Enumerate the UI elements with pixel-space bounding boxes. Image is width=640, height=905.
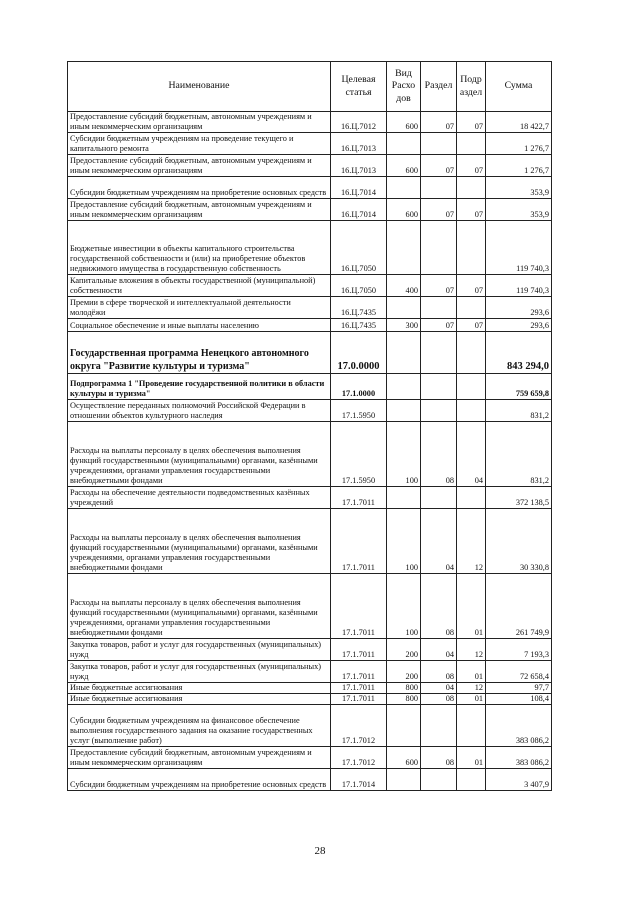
cell-expense-type: 800 bbox=[387, 683, 421, 694]
cell-expense-type bbox=[387, 297, 421, 319]
cell-name: Предоставление субсидий бюджетным, автономным учреждениям и иным некоммерческим организациям bbox=[68, 199, 331, 221]
cell-subsection bbox=[457, 374, 486, 400]
cell-name: Государственная программа Ненецкого автономного округа "Развитие культуры и туризма" bbox=[68, 332, 331, 374]
cell-section: 07 bbox=[421, 275, 457, 297]
cell-name: Расходы на обеспечение деятельности подведомственных казённых учреждений bbox=[68, 487, 331, 509]
table-row bbox=[68, 694, 552, 705]
cell-target-article: 16.Ц.7012 bbox=[331, 112, 387, 133]
cell-sum: 843 294,0 bbox=[486, 332, 552, 374]
table-row bbox=[68, 747, 552, 769]
cell-section: 08 bbox=[421, 661, 457, 683]
cell-target-article: 16.Ц.7014 bbox=[331, 199, 387, 221]
cell-subsection bbox=[457, 769, 486, 791]
cell-target-article: 16.Ц.7050 bbox=[331, 275, 387, 297]
cell-expense-type: 300 bbox=[387, 319, 421, 332]
header-section: Раздел bbox=[421, 62, 457, 112]
cell-expense-type bbox=[387, 487, 421, 509]
table-row bbox=[68, 155, 552, 177]
cell-target-article: 17.1.5950 bbox=[331, 400, 387, 422]
cell-subsection bbox=[457, 487, 486, 509]
cell-sum: 759 659,8 bbox=[486, 374, 552, 400]
cell-subsection: 12 bbox=[457, 509, 486, 574]
cell-sum: 353,9 bbox=[486, 199, 552, 221]
cell-target-article: 17.0.0000 bbox=[331, 332, 387, 374]
cell-sum: 18 422,7 bbox=[486, 112, 552, 133]
cell-section: 08 bbox=[421, 574, 457, 639]
cell-subsection: 07 bbox=[457, 112, 486, 133]
header-target-article: Целевая статья bbox=[331, 62, 387, 112]
cell-name: Субсидии бюджетным учреждениям на приобретение основных средств bbox=[68, 177, 331, 199]
cell-subsection: 01 bbox=[457, 661, 486, 683]
table-row bbox=[68, 509, 552, 574]
cell-subsection bbox=[457, 177, 486, 199]
cell-subsection bbox=[457, 297, 486, 319]
table-row bbox=[68, 275, 552, 297]
cell-target-article: 17.1.0000 bbox=[331, 374, 387, 400]
cell-target-article: 16.Ц.7050 bbox=[331, 221, 387, 275]
cell-expense-type: 600 bbox=[387, 747, 421, 769]
cell-name: Иные бюджетные ассигнования bbox=[68, 694, 331, 705]
cell-expense-type bbox=[387, 221, 421, 275]
cell-expense-type: 200 bbox=[387, 661, 421, 683]
cell-sum: 3 407,9 bbox=[486, 769, 552, 791]
table-row bbox=[68, 661, 552, 683]
cell-subsection: 01 bbox=[457, 574, 486, 639]
cell-sum: 293,6 bbox=[486, 297, 552, 319]
cell-expense-type: 100 bbox=[387, 574, 421, 639]
cell-section: 07 bbox=[421, 199, 457, 221]
table-row bbox=[68, 319, 552, 332]
cell-target-article: 17.1.7014 bbox=[331, 769, 387, 791]
cell-expense-type: 100 bbox=[387, 509, 421, 574]
cell-sum: 1 276,7 bbox=[486, 155, 552, 177]
cell-sum: 72 658,4 bbox=[486, 661, 552, 683]
cell-sum: 372 138,5 bbox=[486, 487, 552, 509]
cell-target-article: 17.1.7011 bbox=[331, 574, 387, 639]
cell-sum: 97,7 bbox=[486, 683, 552, 694]
header-name: Наименование bbox=[68, 62, 331, 112]
cell-expense-type bbox=[387, 332, 421, 374]
cell-target-article: 16.Ц.7014 bbox=[331, 177, 387, 199]
cell-target-article: 17.1.7012 bbox=[331, 747, 387, 769]
cell-section bbox=[421, 769, 457, 791]
cell-expense-type: 400 bbox=[387, 275, 421, 297]
table-row bbox=[68, 297, 552, 319]
table-row bbox=[68, 374, 552, 400]
cell-expense-type: 600 bbox=[387, 155, 421, 177]
cell-section: 08 bbox=[421, 422, 457, 487]
cell-subsection bbox=[457, 332, 486, 374]
cell-subsection: 12 bbox=[457, 639, 486, 661]
cell-subsection: 04 bbox=[457, 422, 486, 487]
cell-subsection: 01 bbox=[457, 747, 486, 769]
cell-section bbox=[421, 221, 457, 275]
cell-expense-type: 200 bbox=[387, 639, 421, 661]
cell-subsection bbox=[457, 221, 486, 275]
table-row bbox=[68, 112, 552, 133]
table-row bbox=[68, 199, 552, 221]
cell-target-article: 17.1.7011 bbox=[331, 661, 387, 683]
cell-name: Капитальные вложения в объекты государственной (муниципальной) собственности bbox=[68, 275, 331, 297]
cell-section: 04 bbox=[421, 683, 457, 694]
cell-section bbox=[421, 374, 457, 400]
cell-expense-type: 800 bbox=[387, 694, 421, 705]
cell-expense-type bbox=[387, 177, 421, 199]
cell-section bbox=[421, 297, 457, 319]
cell-expense-type: 600 bbox=[387, 199, 421, 221]
cell-sum: 383 086,2 bbox=[486, 747, 552, 769]
cell-subsection bbox=[457, 400, 486, 422]
cell-section bbox=[421, 177, 457, 199]
cell-sum: 293,6 bbox=[486, 319, 552, 332]
cell-target-article: 16.Ц.7013 bbox=[331, 133, 387, 155]
cell-sum: 383 086,2 bbox=[486, 705, 552, 747]
table-row bbox=[68, 683, 552, 694]
cell-expense-type bbox=[387, 769, 421, 791]
cell-sum: 831,2 bbox=[486, 422, 552, 487]
cell-sum: 261 749,9 bbox=[486, 574, 552, 639]
cell-name: Субсидии бюджетным учреждениям на проведение текущего и капитального ремонта bbox=[68, 133, 331, 155]
table-row bbox=[68, 769, 552, 791]
header-sum: Сумма bbox=[486, 62, 552, 112]
cell-subsection: 01 bbox=[457, 694, 486, 705]
table-row bbox=[68, 705, 552, 747]
cell-name: Расходы на выплаты персоналу в целях обеспечения выполнения функций государственными (муниципальными) органами, казёнными учреждениями, органами управления государственными внебюджетными фондами bbox=[68, 574, 331, 639]
cell-section: 08 bbox=[421, 747, 457, 769]
cell-subsection: 07 bbox=[457, 275, 486, 297]
table-row bbox=[68, 400, 552, 422]
cell-name: Осуществление переданных полномочий Российской Федерации в отношении объектов культурного наследия bbox=[68, 400, 331, 422]
cell-name: Расходы на выплаты персоналу в целях обеспечения выполнения функций государственными (муниципальными) органами, казёнными учреждениями, органами управления государственными внебюджетными фондами bbox=[68, 422, 331, 487]
cell-sum: 30 330,8 bbox=[486, 509, 552, 574]
table-row bbox=[68, 133, 552, 155]
cell-expense-type: 600 bbox=[387, 112, 421, 133]
cell-name: Расходы на выплаты персоналу в целях обеспечения выполнения функций государственными (муниципальными) органами, казёнными учреждениями, органами управления государственными внебюджетными фондами bbox=[68, 509, 331, 574]
table-row bbox=[68, 422, 552, 487]
cell-section: 07 bbox=[421, 112, 457, 133]
table-header-row bbox=[68, 62, 552, 112]
cell-target-article: 17.1.7012 bbox=[331, 705, 387, 747]
cell-section: 07 bbox=[421, 319, 457, 332]
table-row bbox=[68, 177, 552, 199]
cell-target-article: 17.1.7011 bbox=[331, 487, 387, 509]
cell-name: Подпрограмма 1 "Проведение государственной политики в области культуры и туризма" bbox=[68, 374, 331, 400]
cell-sum: 108,4 bbox=[486, 694, 552, 705]
table-row bbox=[68, 487, 552, 509]
cell-target-article: 17.1.7011 bbox=[331, 509, 387, 574]
cell-name: Предоставление субсидий бюджетным, автономным учреждениям и иным некоммерческим организациям bbox=[68, 155, 331, 177]
cell-subsection: 07 bbox=[457, 199, 486, 221]
cell-subsection: 12 bbox=[457, 683, 486, 694]
header-subsection: Подр аздел bbox=[457, 62, 486, 112]
cell-subsection: 07 bbox=[457, 155, 486, 177]
table-row bbox=[68, 221, 552, 275]
cell-name: Закупка товаров, работ и услуг для государственных (муниципальных) нужд bbox=[68, 639, 331, 661]
table-row bbox=[68, 574, 552, 639]
page-number: 28 bbox=[314, 845, 326, 857]
cell-section bbox=[421, 133, 457, 155]
cell-subsection: 07 bbox=[457, 319, 486, 332]
cell-subsection bbox=[457, 705, 486, 747]
cell-name: Предоставление субсидий бюджетным, автономным учреждениям и иным некоммерческим организациям bbox=[68, 747, 331, 769]
cell-target-article: 16.Ц.7435 bbox=[331, 319, 387, 332]
cell-section bbox=[421, 332, 457, 374]
cell-section: 04 bbox=[421, 509, 457, 574]
cell-section: 04 bbox=[421, 639, 457, 661]
table-row bbox=[68, 639, 552, 661]
cell-expense-type: 100 bbox=[387, 422, 421, 487]
cell-name: Бюджетные инвестиции в объекты капитального строительства государственной собственности и (или) на приобретение объектов недвижимого имущества в государственную собственность bbox=[68, 221, 331, 275]
cell-name: Субсидии бюджетным учреждениям на финансовое обеспечение выполнения государственного задания на оказание государственных услуг (выполнение работ) bbox=[68, 705, 331, 747]
cell-expense-type bbox=[387, 374, 421, 400]
cell-target-article: 17.1.7011 bbox=[331, 694, 387, 705]
cell-name: Социальное обеспечение и иные выплаты населению bbox=[68, 319, 331, 332]
cell-section bbox=[421, 400, 457, 422]
cell-target-article: 16.Ц.7013 bbox=[331, 155, 387, 177]
cell-name: Предоставление субсидий бюджетным, автономным учреждениям и иным некоммерческим организациям bbox=[68, 112, 331, 133]
cell-name: Субсидии бюджетным учреждениям на приобретение основных средств bbox=[68, 769, 331, 791]
cell-expense-type bbox=[387, 705, 421, 747]
cell-sum: 353,9 bbox=[486, 177, 552, 199]
cell-target-article: 17.1.5950 bbox=[331, 422, 387, 487]
cell-target-article: 17.1.7011 bbox=[331, 683, 387, 694]
cell-name: Иные бюджетные ассигнования bbox=[68, 683, 331, 694]
cell-expense-type bbox=[387, 400, 421, 422]
cell-subsection bbox=[457, 133, 486, 155]
cell-target-article: 16.Ц.7435 bbox=[331, 297, 387, 319]
cell-sum: 1 276,7 bbox=[486, 133, 552, 155]
cell-name: Закупка товаров, работ и услуг для государственных (муниципальных) нужд bbox=[68, 661, 331, 683]
cell-section: 07 bbox=[421, 155, 457, 177]
cell-sum: 119 740,3 bbox=[486, 221, 552, 275]
cell-section bbox=[421, 705, 457, 747]
cell-target-article: 17.1.7011 bbox=[331, 639, 387, 661]
cell-sum: 831,2 bbox=[486, 400, 552, 422]
table-row bbox=[68, 332, 552, 374]
cell-section bbox=[421, 487, 457, 509]
cell-expense-type bbox=[387, 133, 421, 155]
cell-sum: 119 740,3 bbox=[486, 275, 552, 297]
table-body bbox=[68, 112, 552, 791]
cell-section: 08 bbox=[421, 694, 457, 705]
budget-table bbox=[67, 61, 552, 791]
cell-sum: 7 193,3 bbox=[486, 639, 552, 661]
cell-name: Премии в сфере творческой и интеллектуальной деятельности молодёжи bbox=[68, 297, 331, 319]
header-expense-type: Вид Расхо дов bbox=[387, 62, 421, 112]
